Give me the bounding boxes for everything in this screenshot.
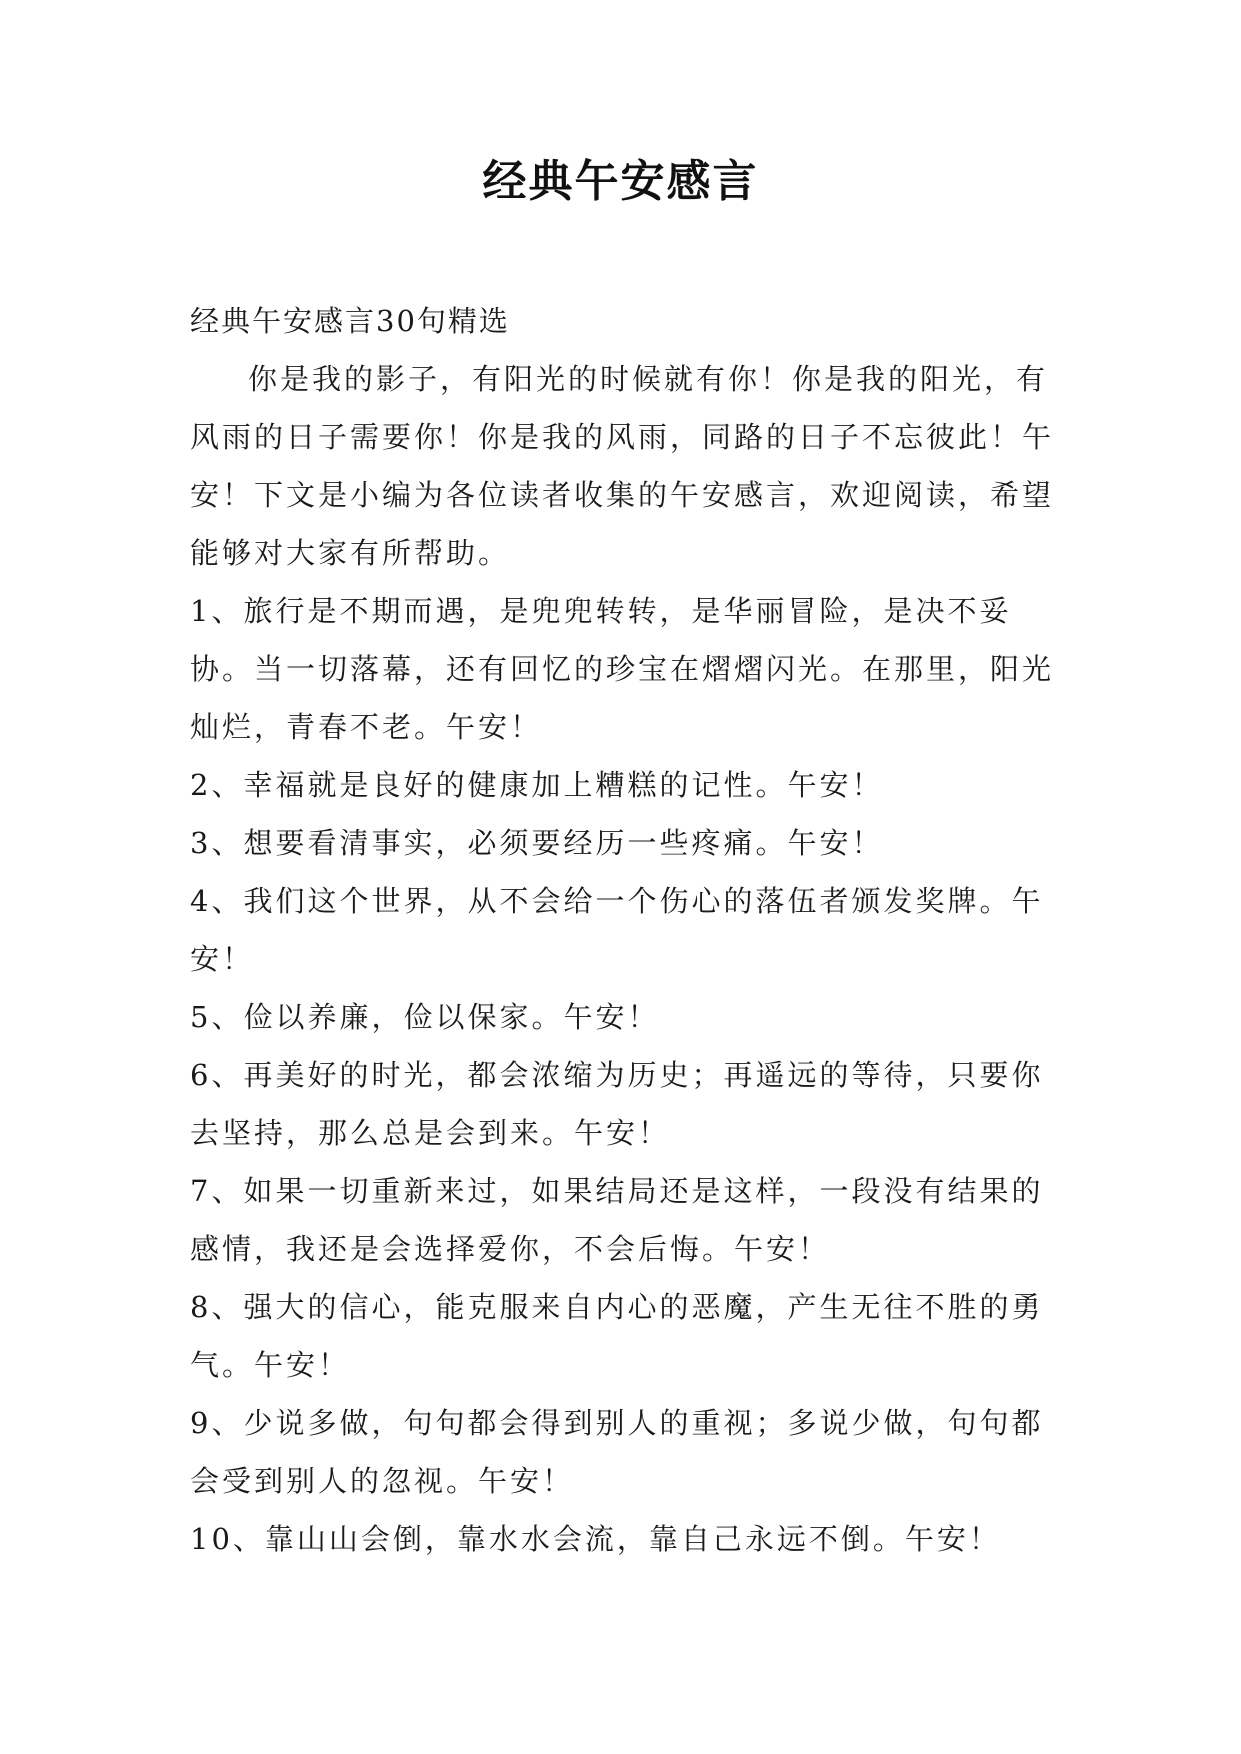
document-subtitle: 经典午安感言30句精选 xyxy=(190,304,510,338)
document-title: 经典午安感言 xyxy=(482,156,759,207)
document-body xyxy=(190,292,1060,1568)
quote-item-8: 8、强大的信心，能克服来自内心的恶魔，产生无往不胜的勇气。午安！ xyxy=(190,1290,1044,1382)
quote-item-4: 4、我们这个世界，从不会给一个伤心的落伍者颁发奖牌。午安！ xyxy=(190,884,1044,976)
quote-item-9: 9、少说多做，句句都会得到别人的重视；多说少做，句句都会受到别人的忽视。午安！ xyxy=(190,1406,1044,1498)
quote-item-3: 3、想要看清事实，必须要经历一些疼痛。午安！ xyxy=(190,826,884,860)
quote-item-6: 6、再美好的时光，都会浓缩为历史；再遥远的等待，只要你去坚持，那么总是会到来。午安！ xyxy=(190,1058,1044,1150)
quote-item-10: 10、靠山山会倒，靠水水会流，靠自己永远不倒。午安！ xyxy=(190,1522,1001,1556)
quote-item-5: 5、俭以养廉，俭以保家。午安！ xyxy=(190,1000,660,1034)
quote-item-2: 2、幸福就是良好的健康加上糟糕的记性。午安！ xyxy=(190,768,884,802)
intro-paragraph: 你是我的影子，有阳光的时候就有你！你是我的阳光，有风雨的日子需要你！你是我的风雨，同路的日子不忘彼此！午安！下文是小编为各位读者收集的午安感言，欢迎阅读，希望能够对大家有所帮助。 xyxy=(190,362,1055,570)
quote-item-1: 1、旅行是不期而遇，是兜兜转转，是华丽冒险，是决不妥协。当一切落幕，还有回忆的珍宝在熠熠闪光。在那里，阳光灿烂，青春不老。午安！ xyxy=(190,594,1055,744)
quote-item-7: 7、如果一切重新来过，如果结局还是这样，一段没有结果的感情，我还是会选择爱你，不会后悔。午安！ xyxy=(190,1174,1044,1266)
